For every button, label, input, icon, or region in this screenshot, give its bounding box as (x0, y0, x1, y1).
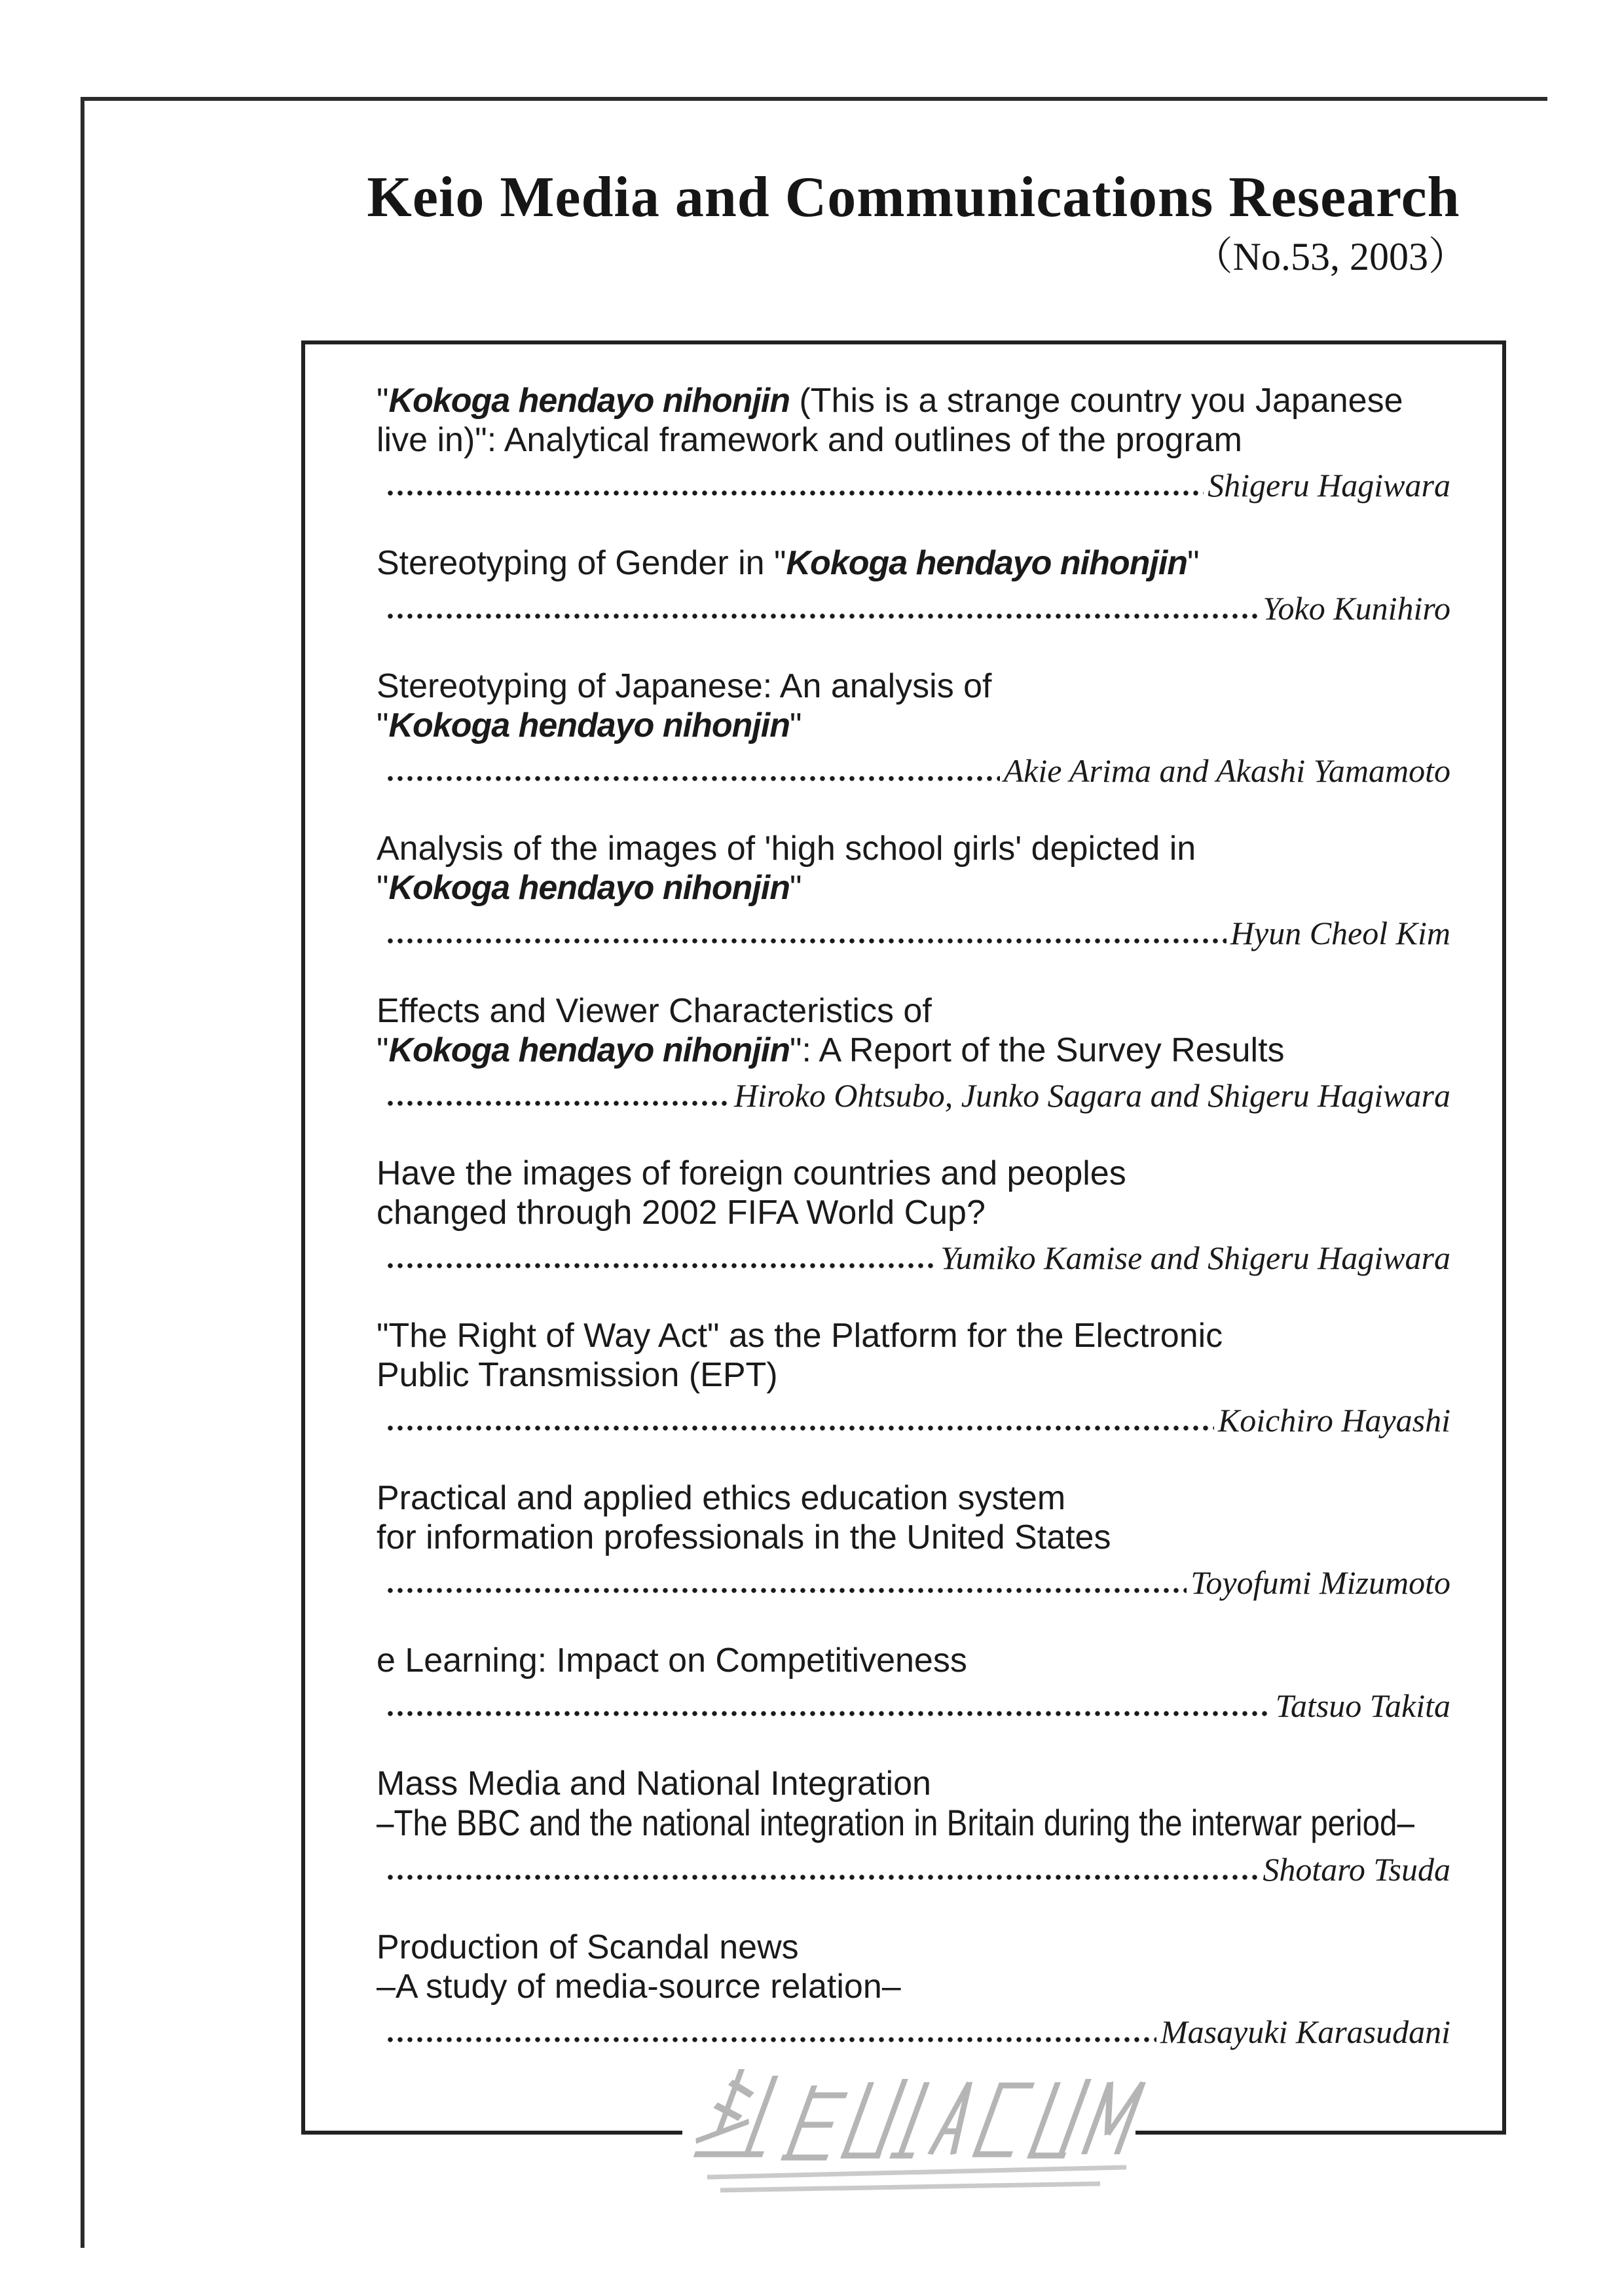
title-text: live in)": Analytical framework and outlines of the program (377, 421, 1242, 459)
author-line (377, 1399, 1450, 1439)
article-author: Akie Arima and Akashi Yamamoto (1003, 752, 1450, 789)
program-name-italic: Kokoga hendayo nihonjin (786, 544, 1188, 582)
author-line (377, 1848, 1450, 1888)
article-title-line (377, 1803, 1450, 1844)
title-text: Have the images of foreign countries and peoples (377, 1154, 1126, 1192)
author-line (377, 1561, 1450, 1602)
title-text: Practical and applied ethics education system (377, 1479, 1066, 1517)
title-text: Analysis of the images of 'high school girls' depicted in (377, 830, 1196, 868)
article-title-line (377, 1928, 1450, 1967)
article-title-line (377, 667, 1450, 706)
title-text: " (790, 869, 802, 907)
title-text: "The Right of Way Act" as the Platform for the Electronic (377, 1317, 1223, 1355)
toc-entry (377, 381, 1450, 504)
dotted-leader (387, 490, 1204, 496)
dotted-leader (387, 1587, 1187, 1594)
title-text: " (377, 1031, 389, 1069)
journal-title: Keio Media and Communications Research (367, 166, 1460, 229)
article-title-line (377, 1154, 1450, 1193)
toc-entry (377, 667, 1450, 790)
author-line (377, 587, 1450, 627)
title-text: Stereotyping of Japanese: An analysis of (377, 667, 992, 705)
title-text: (This is a strange country you Japanese (790, 382, 1403, 420)
article-title-line (377, 1355, 1450, 1395)
toc-entry (377, 543, 1450, 627)
article-title-line (377, 1641, 1450, 1680)
watermark-logo (668, 2056, 1166, 2207)
article-title-line (377, 420, 1450, 460)
toc-entry (377, 829, 1450, 952)
article-author: Yumiko Kamise and Shigeru Hagiwara (940, 1239, 1450, 1276)
article-title-line (377, 1478, 1450, 1518)
program-name-italic: Kokoga hendayo nihonjin (388, 1031, 790, 1069)
toc-entry (377, 991, 1450, 1114)
title-text: ": A Report of the Survey Results (790, 1031, 1285, 1069)
article-title-line (377, 381, 1450, 420)
article-title-line (377, 991, 1450, 1031)
dotted-leader (387, 1425, 1214, 1431)
author-line (377, 2010, 1450, 2051)
toc-entry (377, 1154, 1450, 1277)
article-author: Koichiro Hayashi (1217, 1402, 1450, 1439)
article-author: Hiroko Ohtsubo, Junko Sagara and Shigeru Hagiwara (734, 1077, 1450, 1114)
toc-entry (377, 1316, 1450, 1439)
title-text: Stereotyping of Gender in " (377, 544, 786, 582)
program-name-italic: Kokoga hendayo nihonjin (388, 382, 790, 420)
program-name-italic: Kokoga hendayo nihonjin (388, 707, 790, 744)
article-title-line (377, 1316, 1450, 1355)
article-title-line (377, 706, 1450, 745)
toc-entry (377, 1928, 1450, 2051)
article-title-line (377, 543, 1450, 583)
article-author: Yoko Kunihiro (1263, 590, 1450, 627)
article-subtitle-condensed (377, 1803, 1414, 1843)
page-edge-left-rule (81, 97, 84, 2248)
title-text: Mass Media and National Integration (377, 1765, 931, 1803)
author-line (377, 911, 1450, 952)
dotted-leader (387, 2036, 1156, 2043)
dotted-leader (387, 775, 1000, 782)
program-name-italic: Kokoga hendayo nihonjin (388, 869, 790, 907)
article-author: Masayuki Karasudani (1160, 2013, 1450, 2050)
author-line (377, 464, 1450, 504)
article-title-line (377, 1193, 1450, 1232)
page-edge-top-rule (81, 97, 1547, 101)
article-title-line (377, 868, 1450, 908)
article-title-line (377, 1764, 1450, 1803)
article-author: Shigeru Hagiwara (1208, 467, 1450, 504)
toc-entry (377, 1641, 1450, 1725)
toc-list (377, 381, 1450, 2090)
dotted-leader (387, 1874, 1259, 1881)
toc-entry (377, 1764, 1450, 1888)
article-title-line (377, 1518, 1450, 1557)
title-text: Public Transmission (EPT) (377, 1356, 778, 1394)
author-line (377, 1236, 1450, 1277)
dotted-leader (387, 1262, 936, 1269)
article-author: Hyun Cheol Kim (1230, 915, 1450, 951)
author-line (377, 749, 1450, 790)
title-text: –The BBC and the national integration in Britain during the interwar period– (377, 1802, 1415, 1843)
article-author: Shotaro Tsuda (1263, 1851, 1450, 1888)
article-author: Tatsuo Takita (1275, 1687, 1450, 1724)
title-text: " (377, 382, 389, 420)
dotted-leader (387, 1710, 1272, 1717)
title-text: –A study of media-source relation– (377, 1968, 901, 2006)
title-text: e Learning: Impact on Competitiveness (377, 1642, 967, 1680)
author-line (377, 1684, 1450, 1725)
title-text: Production of Scandal news (377, 1928, 799, 1966)
title-text: " (1187, 544, 1200, 582)
article-title-line (377, 1967, 1450, 2006)
dotted-leader (387, 938, 1227, 944)
title-text: " (377, 869, 389, 907)
dotted-leader (387, 1100, 730, 1107)
title-text: " (377, 707, 389, 744)
article-title-line (377, 1031, 1450, 1070)
title-text: for information professionals in the United States (377, 1518, 1111, 1556)
title-text: changed through 2002 FIFA World Cup? (377, 1194, 986, 1232)
article-title-line (377, 829, 1450, 868)
title-text: Effects and Viewer Characteristics of (377, 992, 932, 1030)
author-line (377, 1074, 1450, 1114)
issue-number: （No.53, 2003） (1193, 235, 1467, 278)
article-author: Toyofumi Mizumoto (1190, 1564, 1450, 1601)
toc-entry (377, 1478, 1450, 1602)
dotted-leader (387, 613, 1259, 619)
title-text: " (790, 707, 802, 744)
